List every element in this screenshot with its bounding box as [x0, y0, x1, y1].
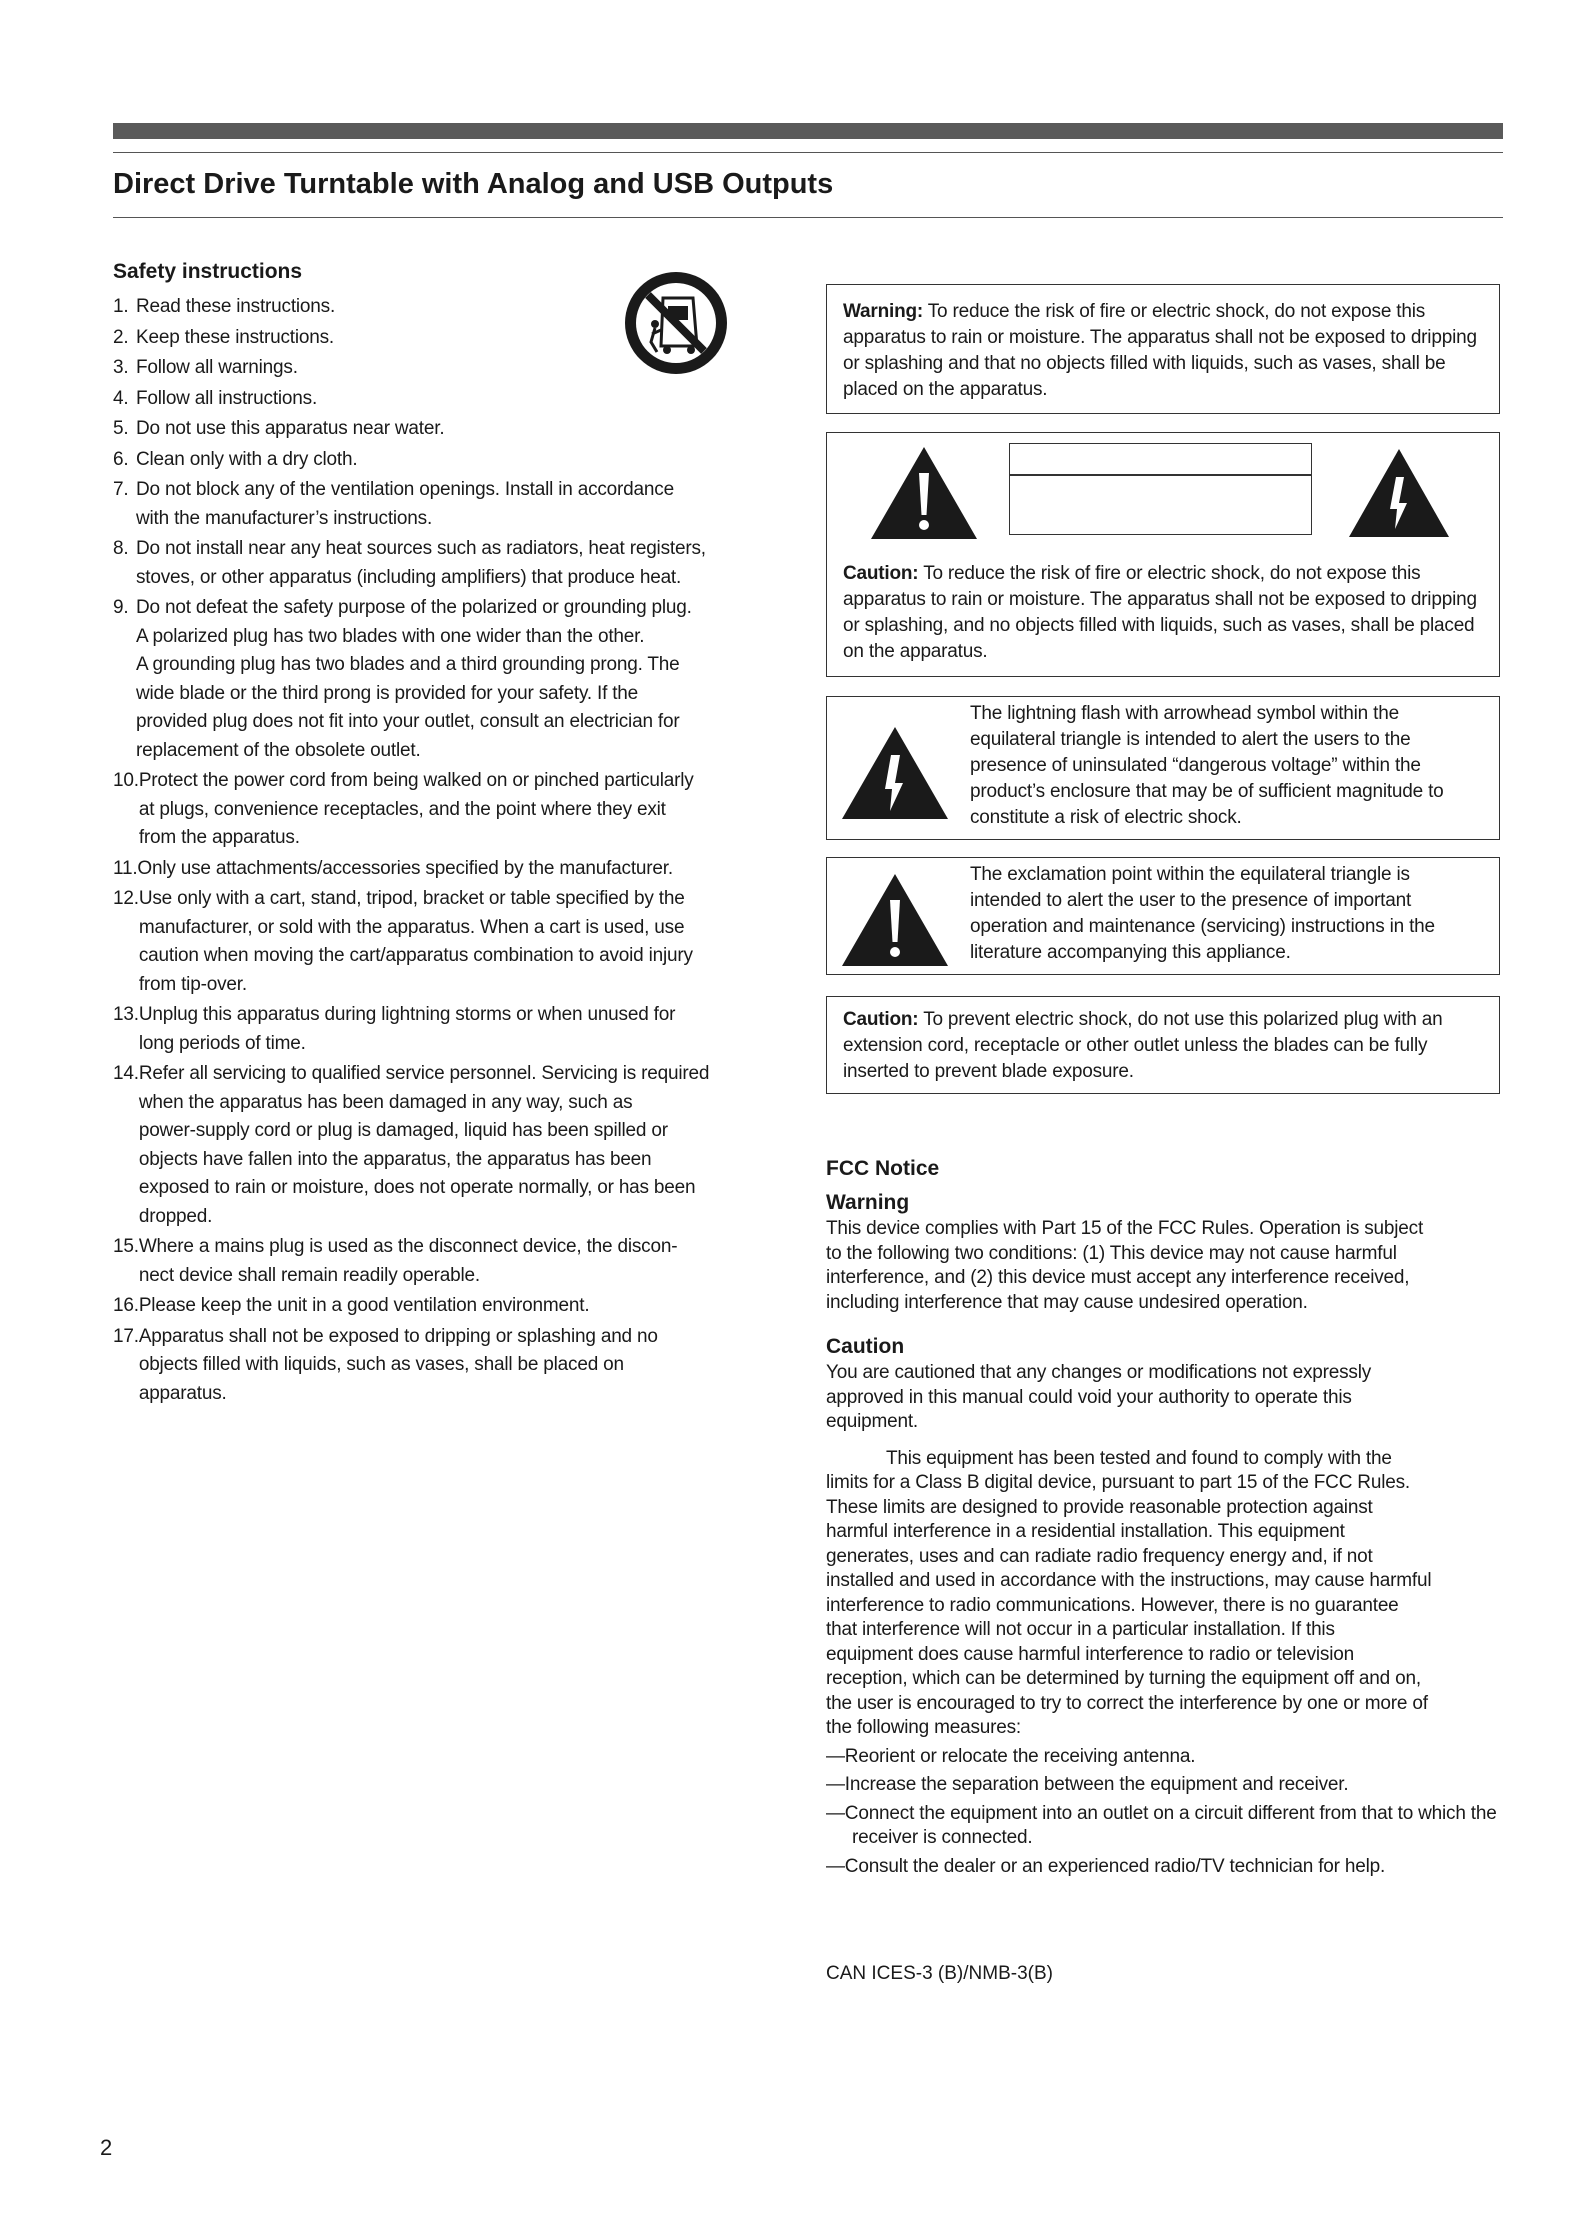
safety-item-number: 4. [113, 387, 129, 409]
header-bar [113, 123, 1503, 139]
warning-box [826, 284, 1500, 414]
safety-item-text: Please keep the unit in a good ventilation environment. [138, 1295, 590, 1316]
lightning-description-box [826, 696, 1500, 840]
caution-symbol-row [827, 433, 1499, 553]
lightning-triangle-icon [1347, 447, 1451, 544]
safety-item-number: 15. [113, 1236, 139, 1257]
safety-item-number: 17. [113, 1325, 139, 1347]
safety-item [113, 535, 753, 592]
page-title: Direct Drive Turntable with Analog and USB Outputs [113, 168, 834, 200]
blank-caution-label [1009, 443, 1312, 535]
safety-item-text: Read these instructions. [136, 296, 336, 317]
safety-item-text: Where a mains plug is used as the disconnect device, the discon- nect device shall remain readily operable. [138, 1236, 678, 1286]
warning-body: To reduce the risk of fire or electric shock, do not expose this apparatus to rain or moisture. The apparatus shall not be exposed to dripping or splashing and that no objects filled with liquids, such as vases, shall be placed on the apparatus. [843, 301, 1477, 400]
plug-caution-label: Caution: [843, 1009, 919, 1030]
safety-item-number: 10. [113, 770, 139, 791]
safety-item [113, 1323, 753, 1409]
safety-item-number: 3. [113, 357, 129, 378]
safety-item [113, 415, 753, 444]
safety-item-text: Protect the power cord from being walked on or pinched particularly at plugs, convenience receptacles, and the point where they exit from the apparatus. [138, 770, 694, 848]
safety-item-text: Do not install near any heat sources such as radiators, heat registers, stoves, or other apparatus (including amplifiers) that produce heat. [136, 538, 706, 588]
safety-section [113, 258, 753, 1410]
fcc-heading: FCC Notice [826, 1157, 940, 1180]
page-number: 2 [100, 2135, 113, 2160]
safety-item [113, 1060, 753, 1231]
fcc-measure-item: —Reorient or relocate the receiving antenna. [826, 1745, 1196, 1767]
safety-item-text: Do not block any of the ventilation openings. Install in accordance with the manufacturer’s instructions. [136, 479, 674, 529]
fcc-warning-text: This device complies with Part 15 of the FCC Rules. Operation is subject to the following two conditions: (1) This device may not cause harmful interference, and (2) this device must accept any interference received, including interference that may cause undesired operation. [826, 1218, 1424, 1313]
fcc-caution-text: You are cautioned that any changes or modifications not expressly approved in this manual could void your authority to operate this equipment. [826, 1362, 1372, 1432]
plug-caution-text [843, 1007, 1483, 1085]
safety-item-number: 2. [113, 326, 129, 348]
safety-item [113, 1292, 753, 1321]
safety-item-text: Unplug this apparatus during lightning storms or when unused for long periods of time. [138, 1004, 676, 1054]
caution-box [826, 432, 1500, 677]
exclamation-triangle-icon [869, 445, 979, 546]
exclamation-triangle-icon [840, 872, 950, 973]
safety-item-number: 11. [113, 857, 138, 879]
safety-item-text: Clean only with a dry cloth. [136, 448, 358, 470]
fcc-measure-item: —Increase the separation between the equipment and receiver. [826, 1774, 1349, 1795]
safety-item [113, 885, 753, 999]
exclamation-description-box [826, 857, 1500, 975]
fcc-warning-heading: Warning [826, 1191, 910, 1214]
caution-text [843, 561, 1483, 665]
cart-warning-icon [621, 268, 731, 378]
lightning-triangle-icon [840, 725, 950, 826]
lightning-description: The lightning flash with arrowhead symbol within the equilateral triangle is intended to alert the users to the presence of uninsulated “dangerous voltage” within the product’s enclosure that may be of sufficient magnitude to constitute a risk of electric shock. [970, 703, 1444, 828]
plug-caution-box [826, 996, 1500, 1094]
header-rule [113, 152, 1503, 153]
safety-item-number: 16. [113, 1295, 139, 1316]
safety-item-text: Do not use this apparatus near water. [136, 418, 445, 439]
safety-item-number: 7. [113, 479, 129, 500]
fcc-measure-item: —Consult the dealer or an experienced radio/TV technician for help. [826, 1855, 1386, 1877]
safety-item-text: Do not defeat the safety purpose of the polarized or grounding plug. A polarized plug has two blades with one wider than the other. A grounding plug has two blades and a third grounding prong. The wide blade or the third prong is provided for your safety. If the provided plug does not fit into your outlet, consult an electrician for replacement of the obsolete outlet. [136, 597, 692, 761]
safety-item-number: 1. [113, 296, 129, 317]
safety-item-number: 14. [113, 1063, 139, 1084]
caution-body: To reduce the risk of fire or electric shock, do not expose this apparatus to rain or moisture. The apparatus shall not be exposed to dripping or splashing, and no objects filled with liquids, such as vases, shall be placed on the apparatus. [843, 563, 1477, 662]
fcc-caution-heading: Caution [826, 1335, 905, 1358]
safety-item [113, 1001, 753, 1058]
safety-item-text: Follow all instructions. [136, 387, 318, 409]
exclamation-description: The exclamation point within the equilateral triangle is intended to alert the user to the presence of important operation and maintenance (servicing) instructions in the literature accompanying this appliance. [970, 864, 1435, 963]
label-divider [1010, 474, 1311, 476]
title-rule [113, 217, 1503, 218]
safety-item-number: 6. [113, 448, 129, 470]
fcc-measure-item: —Connect the equipment into an outlet on a circuit different from that to which the receiver is connected. [826, 1802, 1497, 1848]
safety-item [113, 1233, 753, 1290]
safety-item-text: Only use attachments/accessories specified by the manufacturer. [137, 857, 673, 879]
safety-item [113, 476, 753, 533]
safety-item-text: Keep these instructions. [136, 326, 334, 348]
fcc-tested-text: This equipment has been tested and found to comply with the limits for a Class B digital device, pursuant to part 15 of the FCC Rules. These limits are designed to provide reasonable protection against harmful interference in a residential installation. This equipment generates, uses and can radiate radio frequency energy and, if not installed and used in accordance with the instructions, may cause harmful interference to radio communications. However, there is no guarantee that interference will not occur in a particular installation. If this equipment does cause harmful interference to radio or television reception, which can be determined by turning the equipment off and on, the user is encouraged to try to correct the interference by one or more of the following measures: [826, 1447, 1432, 1738]
safety-item-number: 12. [113, 888, 139, 909]
plug-caution-body: To prevent electric shock, do not use this polarized plug with an extension cord, receptacle or other outlet unless the blades can be fully inserted to prevent blade exposure. [843, 1009, 1443, 1082]
safety-item-number: 13. [113, 1004, 139, 1025]
warning-label: Warning: [843, 301, 924, 322]
safety-item [113, 855, 753, 884]
safety-item-number: 5. [113, 418, 129, 439]
safety-list [113, 293, 753, 1408]
safety-item-number: 8. [113, 538, 129, 559]
safety-item [113, 767, 753, 853]
safety-item-text: Use only with a cart, stand, tripod, bracket or table specified by the manufacturer, or sold with the apparatus. When a cart is used, use caution when moving the cart/apparatus combination to avoid injury from tip-over. [138, 888, 693, 995]
canada-compliance: CAN ICES-3 (B)/NMB-3(B) [826, 1963, 1053, 1984]
safety-item [113, 385, 753, 414]
safety-item [113, 446, 753, 475]
safety-heading: Safety instructions [113, 260, 303, 283]
safety-item-number: 9. [113, 597, 129, 618]
safety-item-text: Refer all servicing to qualified service personnel. Servicing is required when the apparatus has been damaged in any way, such as power-supply cord or plug is damaged, liquid has been spilled or objects have fallen into the apparatus, the apparatus has been exposed to rain or moisture, does not operate normally, or has been dropped. [138, 1063, 710, 1227]
safety-item-text: Apparatus shall not be exposed to dripping or splashing and no objects filled with liquids, such as vases, shall be placed on apparatus. [138, 1325, 658, 1404]
caution-label: Caution: [843, 563, 919, 584]
safety-item [113, 594, 753, 765]
fcc-measures-list [826, 1745, 1502, 1880]
fcc-section [826, 1155, 1502, 1883]
safety-item-text: Follow all warnings. [136, 357, 298, 378]
warning-text [843, 299, 1483, 403]
